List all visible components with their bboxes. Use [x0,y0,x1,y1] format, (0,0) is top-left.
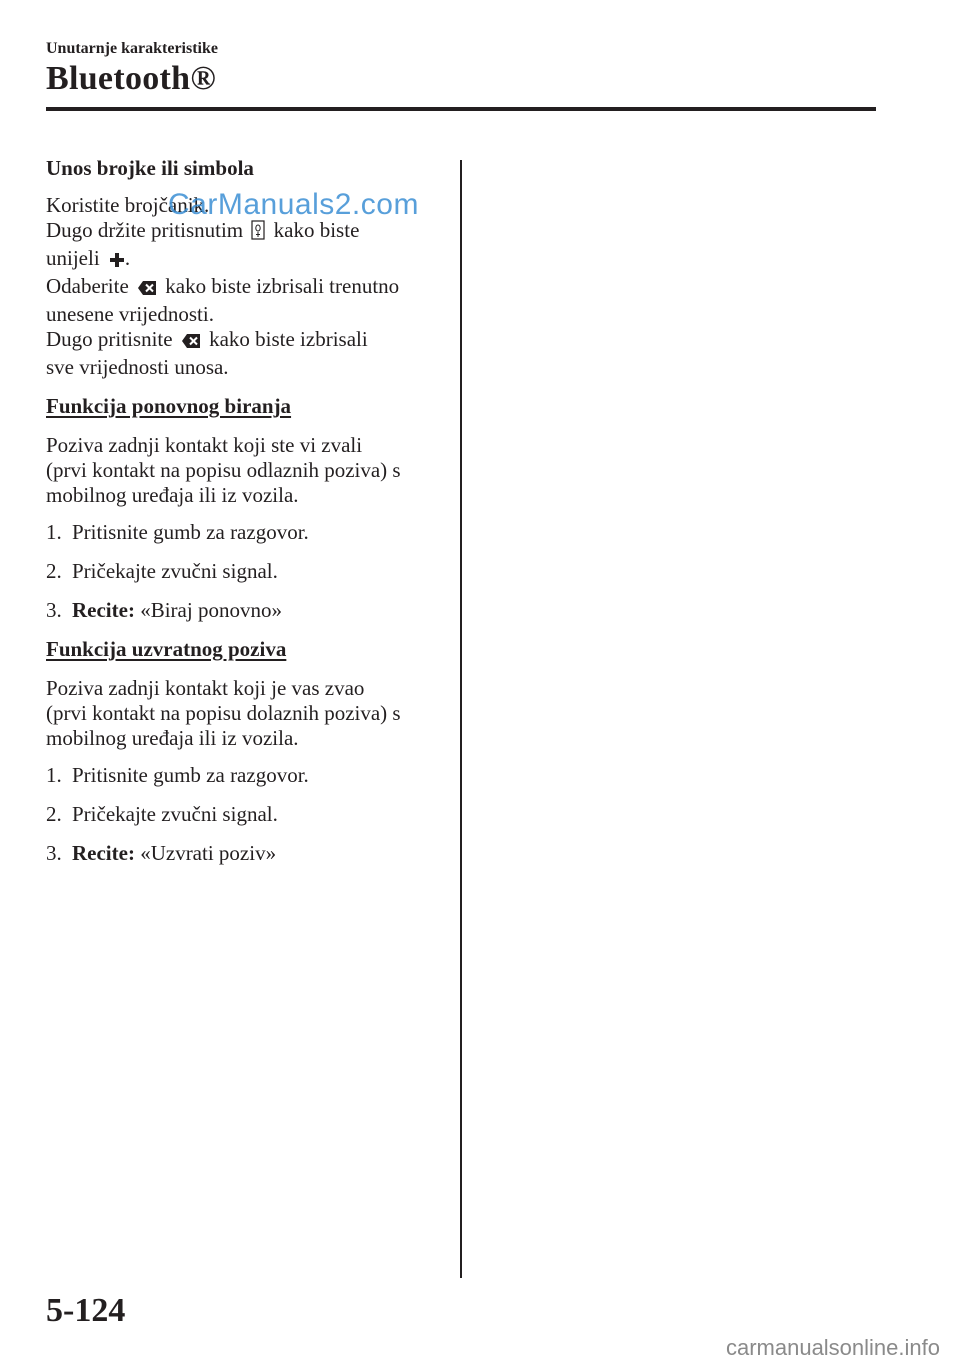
step-text: «Uzvrati poziv» [134,841,277,865]
redial-step [46,559,446,584]
step-number: 3. [46,598,62,622]
callback-desc-line: Poziva zadnji kontakt koji je vas zvao [46,676,365,700]
step-text: Pričekajte zvučni signal. [72,559,278,583]
intro-text: kako biste izbrisali trenutno [165,274,400,298]
step-number: 3. [46,841,62,865]
callback-step [46,802,446,827]
intro-line [46,274,446,302]
step-text: Pritisnite gumb za razgovor. [72,520,309,544]
step-number: 2. [46,559,62,583]
intro-subtitle: Unos brojke ili simbola [46,156,254,180]
redial-step [46,598,446,623]
step-keyword: Recite: [72,598,135,622]
intro-line [46,327,446,355]
callback-heading: Funkcija uzvratnog poziva [46,637,287,661]
backspace-delete-icon [181,330,201,355]
page-title: Bluetooth® [46,60,217,97]
page-number: 5-124 [46,1292,126,1329]
intro-text: Odaberite [46,274,129,298]
watermark: CarManuals2.com [168,188,419,221]
intro-line: sve vrijednosti unosa. [46,355,229,379]
header-rule [46,107,876,111]
redial-desc-line: (prvi kontakt na popisu odlaznih poziva) s [46,458,401,482]
intro-text: . [124,246,131,270]
plus-icon [109,249,125,274]
footer-site-link[interactable]: carmanualsonline.info [725,1335,940,1360]
step-text: Pričekajte zvučni signal. [72,802,278,826]
step-number: 2. [46,802,62,826]
redial-desc-line: mobilnog uređaja ili iz vozila. [46,483,299,507]
intro-line [46,246,446,274]
redial-description [46,433,446,508]
callback-step [46,763,446,788]
intro-text: Dugo pritisnite [46,327,173,351]
left-column [46,156,446,880]
redial-step [46,520,446,545]
step-text: «Biraj ponovno» [134,598,282,622]
step-text: Pritisnite gumb za razgovor. [72,763,309,787]
redial-heading: Funkcija ponovnog biranja [46,394,292,418]
intro-line: unesene vrijednosti. [46,302,214,326]
intro-text: unijeli [46,246,100,270]
backspace-delete-icon [137,277,157,302]
redial-desc-line: Poziva zadnji kontakt koji ste vi zvali [46,433,363,457]
intro-line [46,218,446,246]
step-number: 1. [46,520,62,544]
intro-text: kako biste [273,218,360,242]
section-label: Unutarnje karakteristike [46,40,218,57]
zero-plus-key-icon [251,220,265,246]
intro-line: Koristite brojčanik. [46,193,210,217]
callback-step [46,841,446,866]
intro-text: kako biste izbrisali [209,327,368,351]
column-divider [460,160,462,1278]
intro-text: Dugo držite pritisnutim [46,218,244,242]
step-keyword: Recite: [72,841,135,865]
callback-description [46,676,446,751]
step-number: 1. [46,763,62,787]
callback-desc-line: mobilnog uređaja ili iz vozila. [46,726,299,750]
callback-desc-line: (prvi kontakt na popisu dolaznih poziva) s [46,701,401,725]
